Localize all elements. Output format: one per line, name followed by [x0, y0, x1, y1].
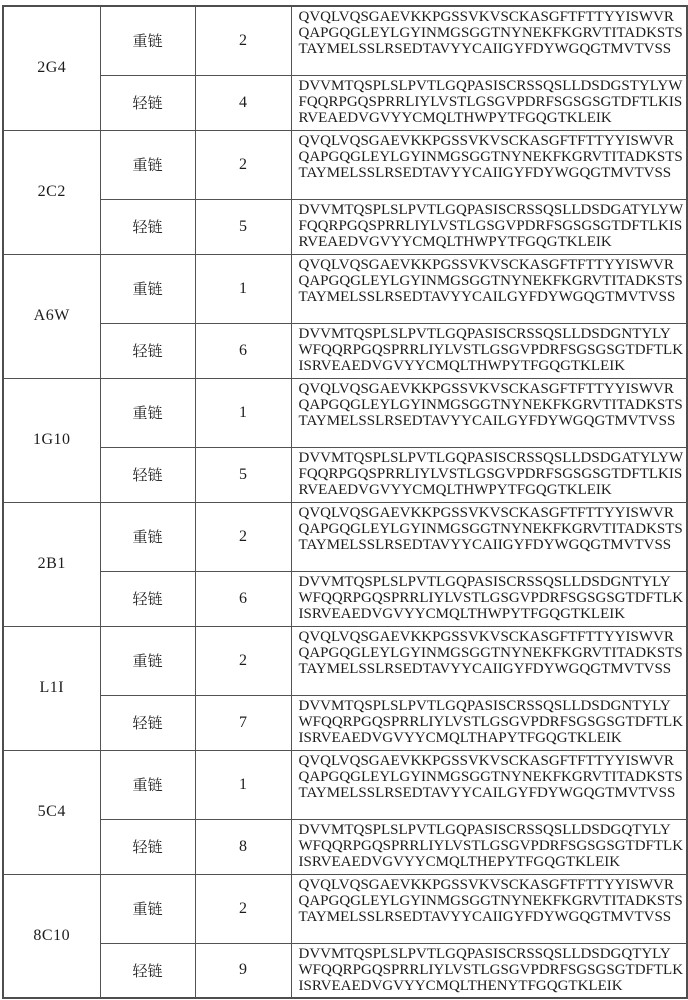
- clone-name-cell: A6W: [3, 254, 100, 378]
- amino-acid-sequence-cell: DVVMTQSPLSLPVTLGQPASISCRSSQSLLDSDGNTYLYWFQQRPGQSPRRLIYLVSTLGSGVPDRFSGSGSGTDFTLKISRVEAEDVGVYYCMQLTHWPYTFGQGTKLEIK: [291, 571, 687, 626]
- amino-acid-sequence-cell: DVVMTQSPLSLPVTLGQPASISCRSSQSLLDSDGNTYLYWFQQRPGQSPRRLIYLVSTLGSGVPDRFSGSGSGTDFTLKISRVEAEDVGVYYCMQLTHWPYTFGQGTKLEIK: [291, 323, 687, 378]
- sequence-number-cell: 5: [195, 447, 291, 502]
- clone-name-cell: 5C4: [3, 750, 100, 874]
- sequence-number-cell: 1: [195, 378, 291, 447]
- clone-name-cell: L1I: [3, 626, 100, 750]
- light-chain-row: [3, 943, 687, 998]
- clone-name-cell: 8C10: [3, 874, 100, 998]
- light-chain-row: [3, 571, 687, 626]
- amino-acid-sequence-cell: DVVMTQSPLSLPVTLGQPASISCRSSQSLLDSDGNTYLYWFQQRPGQSPRRLIYLVSTLGSGVPDRFSGSGSGTDFTLKISRVEAEDVGVYYCMQLTHAPYTFGQGTKLEIK: [291, 695, 687, 750]
- chain-type-cell: 轻链: [100, 943, 195, 998]
- chain-type-cell: 重链: [100, 6, 195, 75]
- chain-type-cell: 重链: [100, 378, 195, 447]
- sequence-number-cell: 2: [195, 6, 291, 75]
- heavy-chain-row: [3, 626, 687, 695]
- amino-acid-sequence-cell: QVQLVQSGAEVKKPGSSVKVSCKASGFTFTTYYISWVRQAPGQGLEYLGYINMGSGGTNYNEKFKGRVTITADKSTSTAYMELSSLRSEDTAVYYCAIIGYFDYWGQGTMVTVSS: [291, 626, 687, 695]
- light-chain-row: [3, 75, 687, 130]
- amino-acid-sequence-cell: QVQLVQSGAEVKKPGSSVKVSCKASGFTFTTYYISWVRQAPGQGLEYLGYINMGSGGTNYNEKFKGRVTITADKSTSTAYMELSSLRSEDTAVYYCAILGYFDYWGQGTMVTVSS: [291, 750, 687, 819]
- sequence-table-body: [3, 6, 687, 998]
- light-chain-row: [3, 447, 687, 502]
- heavy-chain-row: [3, 130, 687, 199]
- sequence-number-cell: 2: [195, 130, 291, 199]
- amino-acid-sequence-cell: DVVMTQSPLSLPVTLGQPASISCRSSQSLLDSDGQTYLYWFQQRPGQSPRRLIYLVSTLGSGVPDRFSGSGSGTDFTLKISRVEAEDVGVYYCMQLTHENYTFGQGTKLEIK: [291, 943, 687, 998]
- amino-acid-sequence-cell: DVVMTQSPLSLPVTLGQPASISCRSSQSLLDSDGATYLYWFQQRPGQSPRRLIYLVSTLGSGVPDRFSGSGSGTDFTLKISRVEAEDVGVYYCMQLTHWPYTFGQGTKLEIK: [291, 447, 687, 502]
- amino-acid-sequence-cell: QVQLVQSGAEVKKPGSSVKVSCKASGFTFTTYYISWVRQAPGQGLEYLGYINMGSGGTNYNEKFKGRVTITADKSTSTAYMELSSLRSEDTAVYYCAILGYFDYWGQGTMVTVSS: [291, 254, 687, 323]
- chain-type-cell: 轻链: [100, 819, 195, 874]
- amino-acid-sequence-cell: DVVMTQSPLSLPVTLGQPASISCRSSQSLLDSDGATYLYWFQQRPGQSPRRLIYLVSTLGSGVPDRFSGSGSGTDFTLKISRVEAEDVGVYYCMQLTHWPYTFGQGTKLEIK: [291, 199, 687, 254]
- amino-acid-sequence-cell: QVQLVQSGAEVKKPGSSVKVSCKASGFTFTTYYISWVRQAPGQGLEYLGYINMGSGGTNYNEKFKGRVTITADKSTSTAYMELSSLRSEDTAVYYCAIIGYFDYWGQGTMVTVSS: [291, 130, 687, 199]
- chain-type-cell: 轻链: [100, 571, 195, 626]
- clone-name-cell: 2G4: [3, 6, 100, 130]
- amino-acid-sequence-cell: DVVMTQSPLSLPVTLGQPASISCRSSQSLLDSDGSTYLYWFQQRPGQSPRRLIYLVSTLGSGVPDRFSGSGSGTDFTLKISRVEAEDVGVYYCMQLTHWPYTFGQGTKLEIK: [291, 75, 687, 130]
- sequence-number-cell: 7: [195, 695, 291, 750]
- chain-type-cell: 重链: [100, 130, 195, 199]
- sequence-number-cell: 8: [195, 819, 291, 874]
- chain-type-cell: 轻链: [100, 199, 195, 254]
- sequence-number-cell: 2: [195, 874, 291, 943]
- chain-type-cell: 轻链: [100, 695, 195, 750]
- sequence-number-cell: 5: [195, 199, 291, 254]
- amino-acid-sequence-cell: QVQLVQSGAEVKKPGSSVKVSCKASGFTFTTYYISWVRQAPGQGLEYLGYINMGSGGTNYNEKFKGRVTITADKSTSTAYMELSSLRSEDTAVYYCAIIGYFDYWGQGTMVTVSS: [291, 874, 687, 943]
- chain-type-cell: 重链: [100, 874, 195, 943]
- light-chain-row: [3, 199, 687, 254]
- sequence-number-cell: 1: [195, 254, 291, 323]
- heavy-chain-row: [3, 378, 687, 447]
- heavy-chain-row: [3, 6, 687, 75]
- chain-type-cell: 重链: [100, 626, 195, 695]
- sequence-number-cell: 1: [195, 750, 291, 819]
- chain-type-cell: 重链: [100, 750, 195, 819]
- sequence-number-cell: 2: [195, 626, 291, 695]
- heavy-chain-row: [3, 750, 687, 819]
- chain-type-cell: 轻链: [100, 75, 195, 130]
- light-chain-row: [3, 323, 687, 378]
- heavy-chain-row: [3, 874, 687, 943]
- heavy-chain-row: [3, 254, 687, 323]
- amino-acid-sequence-cell: QVQLVQSGAEVKKPGSSVKVSCKASGFTFTTYYISWVRQAPGQGLEYLGYINMGSGGTNYNEKFKGRVTITADKSTSTAYMELSSLRSEDTAVYYCAIIGYFDYWGQGTMVTVSS: [291, 6, 687, 75]
- amino-acid-sequence-cell: QVQLVQSGAEVKKPGSSVKVSCKASGFTFTTYYISWVRQAPGQGLEYLGYINMGSGGTNYNEKFKGRVTITADKSTSTAYMELSSLRSEDTAVYYCAIIGYFDYWGQGTMVTVSS: [291, 502, 687, 571]
- light-chain-row: [3, 695, 687, 750]
- amino-acid-sequence-cell: QVQLVQSGAEVKKPGSSVKVSCKASGFTFTTYYISWVRQAPGQGLEYLGYINMGSGGTNYNEKFKGRVTITADKSTSTAYMELSSLRSEDTAVYYCAILGYFDYWGQGTMVTVSS: [291, 378, 687, 447]
- sequence-number-cell: 6: [195, 323, 291, 378]
- chain-type-cell: 重链: [100, 254, 195, 323]
- chain-type-cell: 重链: [100, 502, 195, 571]
- amino-acid-sequence-cell: DVVMTQSPLSLPVTLGQPASISCRSSQSLLDSDGQTYLYWFQQRPGQSPRRLIYLVSTLGSGVPDRFSGSGSGTDFTLKISRVEAEDVGVYYCMQLTHEPYTFGQGTKLEIK: [291, 819, 687, 874]
- light-chain-row: [3, 819, 687, 874]
- clone-name-cell: 1G10: [3, 378, 100, 502]
- antibody-sequence-table: [2, 5, 688, 999]
- chain-type-cell: 轻链: [100, 447, 195, 502]
- sequence-number-cell: 2: [195, 502, 291, 571]
- chain-type-cell: 轻链: [100, 323, 195, 378]
- clone-name-cell: 2B1: [3, 502, 100, 626]
- heavy-chain-row: [3, 502, 687, 571]
- sequence-number-cell: 6: [195, 571, 291, 626]
- sequence-number-cell: 9: [195, 943, 291, 998]
- clone-name-cell: 2C2: [3, 130, 100, 254]
- sequence-number-cell: 4: [195, 75, 291, 130]
